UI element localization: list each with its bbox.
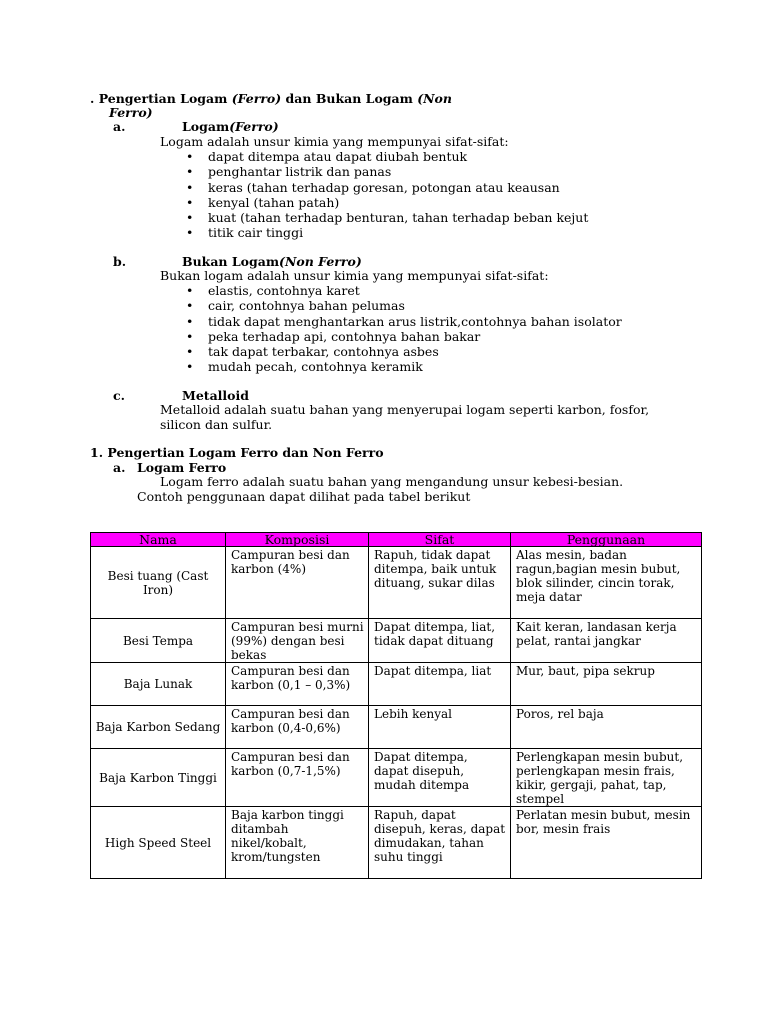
- subsection-b-intro: Bukan logam adalah unsur kimia yang mempunyai sifat-sifat:: [160, 268, 549, 283]
- ferro-properties-list: [186, 149, 588, 241]
- subsection-c-title: Metalloid: [182, 388, 249, 403]
- cell-nama: Baja Karbon Sedang: [91, 706, 226, 749]
- cell-komposisi: Baja karbon tinggi ditambah nikel/kobalt, krom/tungsten: [226, 807, 369, 879]
- subsection-b-letter: b.: [113, 254, 127, 269]
- subsection-letter: a.: [113, 460, 126, 475]
- section-heading-continued: Ferro): [109, 105, 153, 120]
- header-komposisi: Komposisi: [226, 533, 369, 547]
- cell-komposisi: Campuran besi dan karbon (0,7-1,5%): [226, 749, 369, 807]
- non-ferro-properties-list: [186, 283, 622, 375]
- cell-sifat: Lebih kenyal: [369, 706, 511, 749]
- section-heading: . Pengertian Logam (Ferro) dan Bukan Logam (Non: [90, 91, 452, 106]
- list-item: • keras (tahan terhadap goresan, potongan atau keausan: [186, 180, 588, 195]
- cell-komposisi: Campuran besi murni (99%) dengan besi bekas: [226, 619, 369, 663]
- list-item: • peka terhadap api, contohnya bahan bakar: [186, 329, 622, 344]
- table-row: [91, 749, 702, 807]
- header-penggunaan: Penggunaan: [511, 533, 702, 547]
- list-item: • kuat (tahan terhadap benturan, tahan terhadap beban kejut: [186, 210, 588, 225]
- cell-penggunaan: Perlengkapan mesin bubut, perlengkapan mesin frais, kikir, gergaji, pahat, tap, stempel: [511, 749, 702, 807]
- table-body: [91, 547, 702, 879]
- cell-penggunaan: Perlatan mesin bubut, mesin bor, mesin frais: [511, 807, 702, 879]
- cell-sifat: Rapuh, dapat disepuh, keras, dapat dimudakan, tahan suhu tinggi: [369, 807, 511, 879]
- table-row: [91, 547, 702, 619]
- cell-sifat: Dapat ditempa, dapat disepuh, mudah ditempa: [369, 749, 511, 807]
- subsection-a-intro: Logam adalah unsur kimia yang mempunyai sifat-sifat:: [160, 134, 509, 149]
- cell-sifat: Dapat ditempa, liat: [369, 663, 511, 706]
- logam-ferro-description: Logam ferro adalah suatu bahan yang mengandung unsur kebesi-besian.: [160, 474, 624, 489]
- table-row: [91, 706, 702, 749]
- cell-penggunaan: Kait keran, landasan kerja pelat, rantai jangkar: [511, 619, 702, 663]
- ferro-metals-table: [90, 532, 702, 879]
- cell-penggunaan: Mur, baut, pipa sekrup: [511, 663, 702, 706]
- table-row: [91, 619, 702, 663]
- list-item: • penghantar listrik dan panas: [186, 164, 588, 179]
- list-item: • elastis, contohnya karet: [186, 283, 622, 298]
- list-item: • tak dapat terbakar, contohnya asbes: [186, 344, 622, 359]
- cell-penggunaan: Poros, rel baja: [511, 706, 702, 749]
- cell-nama: Baja Karbon Tinggi: [91, 749, 226, 807]
- cell-komposisi: Campuran besi dan karbon (0,4-0,6%): [226, 706, 369, 749]
- subsection-a-title: Logam(Ferro): [182, 119, 279, 134]
- list-item: • dapat ditempa atau dapat diubah bentuk: [186, 149, 588, 164]
- list-item: • cair, contohnya bahan pelumas: [186, 298, 622, 313]
- table-row: [91, 807, 702, 879]
- subsection-title: Logam Ferro: [137, 460, 227, 475]
- cell-komposisi: Campuran besi dan karbon (4%): [226, 547, 369, 619]
- subsection-a-letter: a.: [113, 119, 126, 134]
- table-intro: Contoh penggunaan dapat dilihat pada tabel berikut: [137, 489, 471, 504]
- list-item: • kenyal (tahan patah): [186, 195, 588, 210]
- list-item: • tidak dapat menghantarkan arus listrik,contohnya bahan isolator: [186, 314, 622, 329]
- table-row: [91, 663, 702, 706]
- list-item: • mudah pecah, contohnya keramik: [186, 359, 622, 374]
- subsection-c-letter: c.: [113, 388, 125, 403]
- subsection-b-title: Bukan Logam(Non Ferro): [182, 254, 362, 269]
- cell-penggunaan: Alas mesin, badan ragun,bagian mesin bubut, blok silinder, cincin torak, meja datar: [511, 547, 702, 619]
- cell-sifat: Rapuh, tidak dapat ditempa, baik untuk dituang, sukar dilas: [369, 547, 511, 619]
- cell-nama: Besi Tempa: [91, 619, 226, 663]
- cell-nama: Baja Lunak: [91, 663, 226, 706]
- table-header-row: [91, 533, 702, 547]
- cell-nama: Besi tuang (Cast Iron): [91, 547, 226, 619]
- cell-sifat: Dapat ditempa, liat, tidak dapat dituang: [369, 619, 511, 663]
- list-item: • titik cair tinggi: [186, 225, 588, 240]
- section-heading-2: 1. Pengertian Logam Ferro dan Non Ferro: [90, 445, 384, 460]
- metalloid-description: Metalloid adalah suatu bahan yang menyerupai logam seperti karbon, fosfor, silicon dan sulfur.: [160, 402, 650, 432]
- cell-nama: High Speed Steel: [91, 807, 226, 879]
- header-sifat: Sifat: [369, 533, 511, 547]
- header-nama: Nama: [91, 533, 226, 547]
- cell-komposisi: Campuran besi dan karbon (0,1 – 0,3%): [226, 663, 369, 706]
